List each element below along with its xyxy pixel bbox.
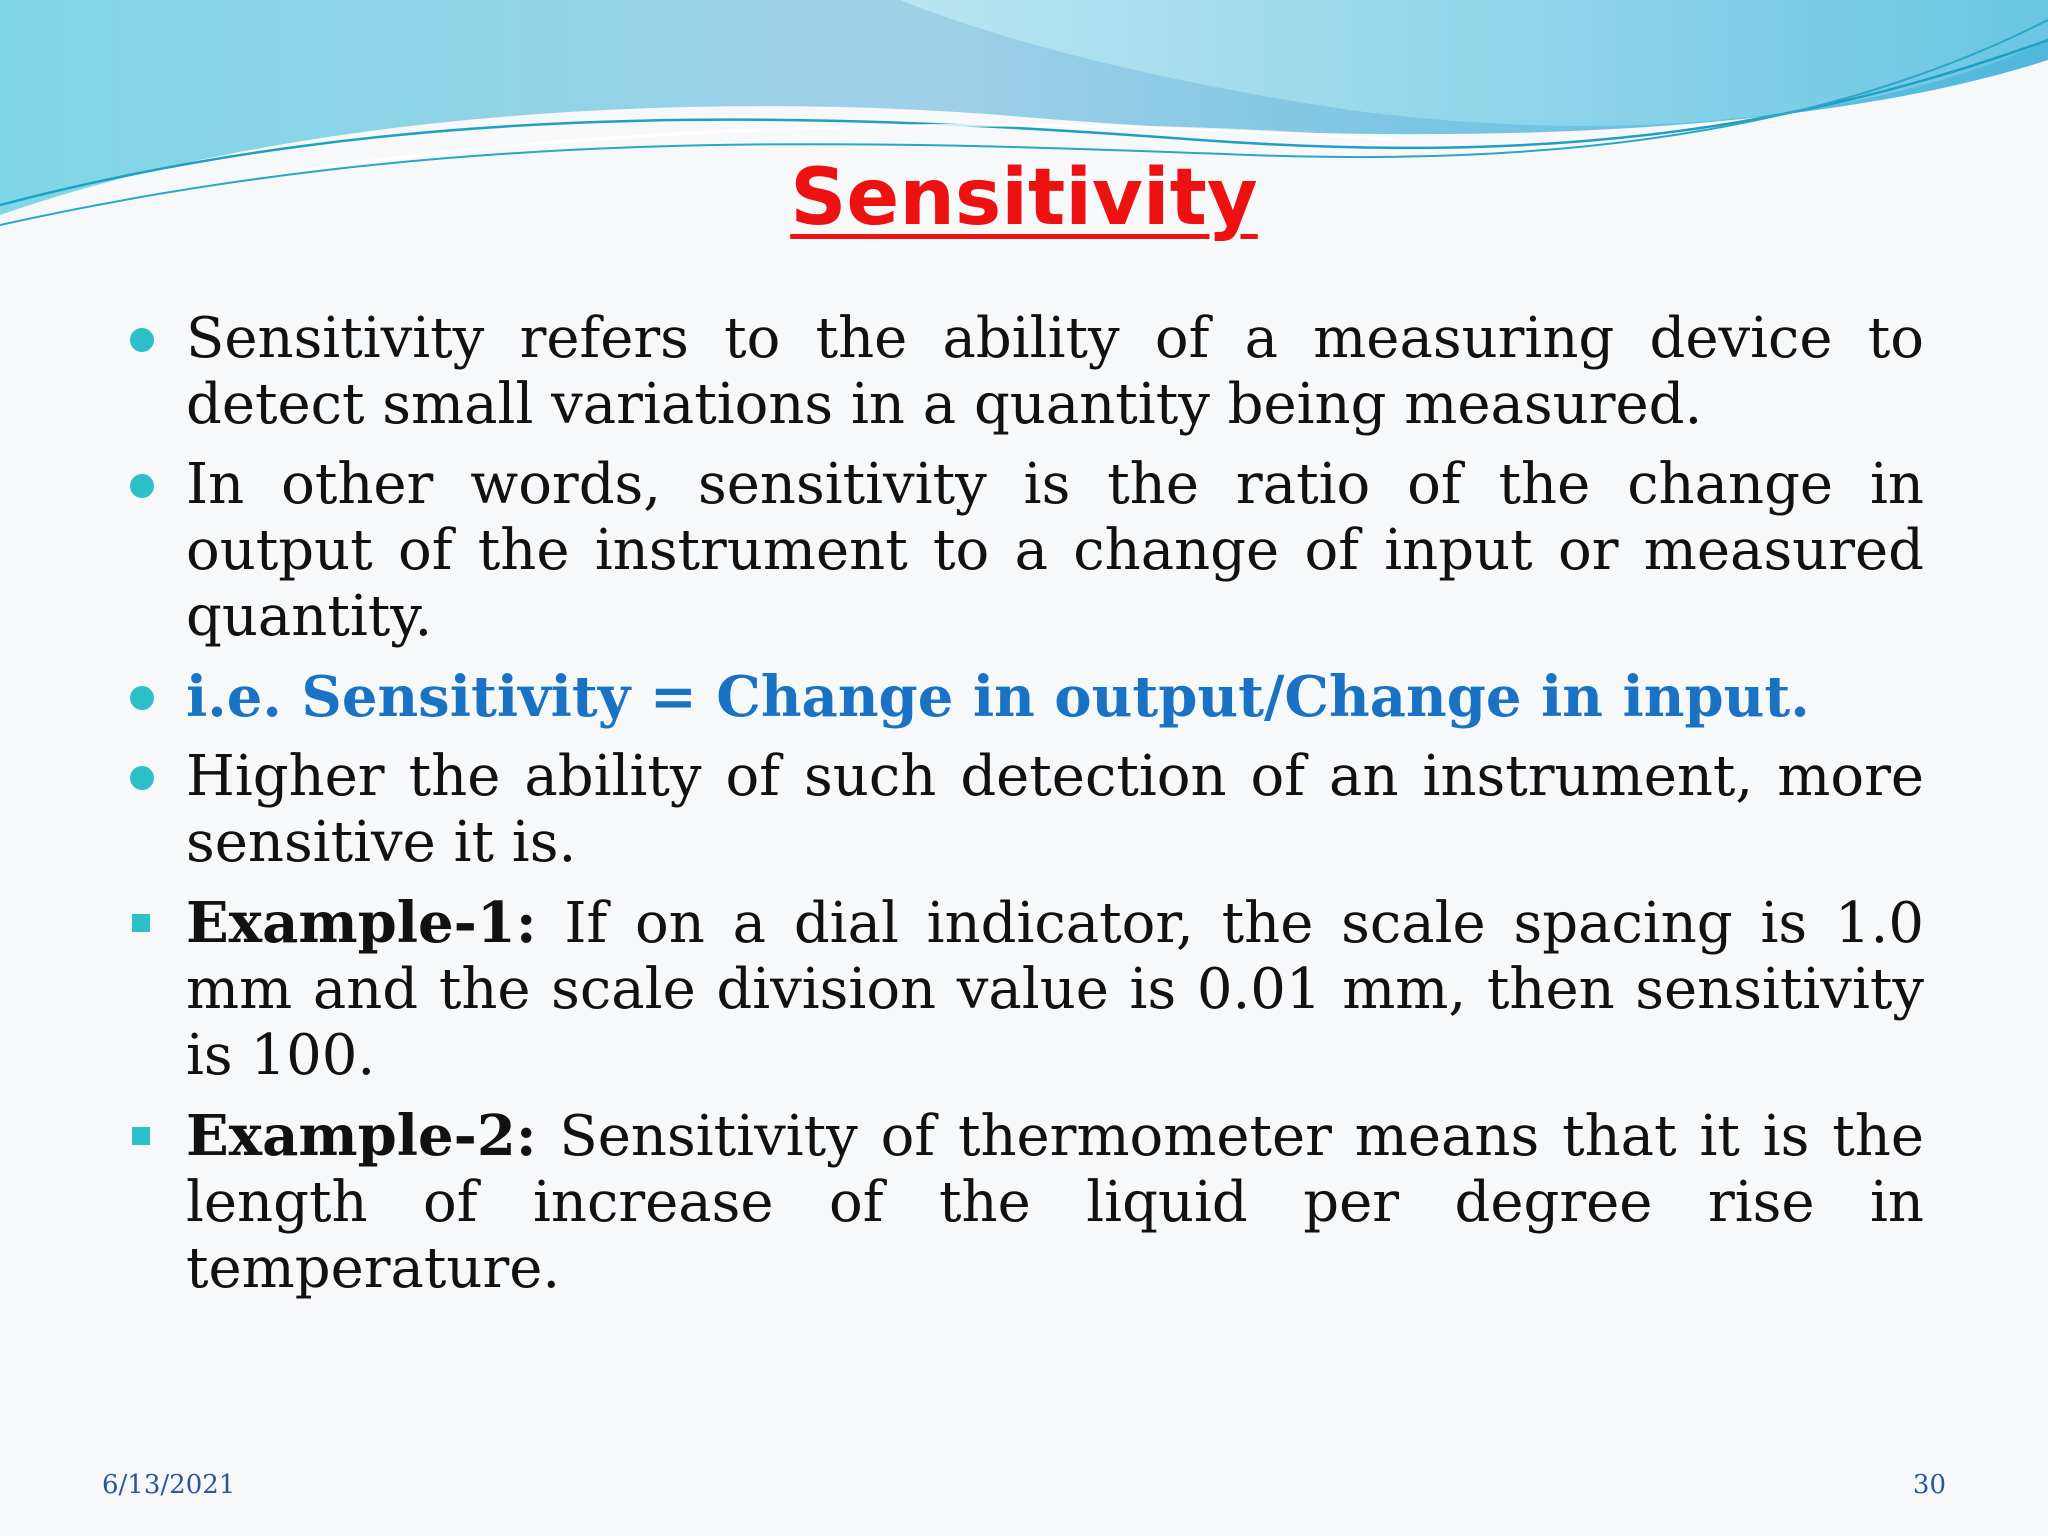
bullet-item-higher-ability bbox=[120, 744, 1924, 876]
square-bullet-icon bbox=[132, 1127, 150, 1145]
bullet-text: Sensitivity refers to the ability of a measuring device to detect small variations in a quantity being measured. bbox=[186, 306, 1924, 437]
example-label: Example-2: bbox=[186, 1103, 537, 1169]
bullet-item-definition bbox=[120, 306, 1924, 438]
bullet-item-example-2 bbox=[120, 1103, 1924, 1302]
example-label: Example-1: bbox=[186, 890, 537, 956]
bullet-text: Higher the ability of such detection of an instrument, more sensitive it is. bbox=[186, 744, 1924, 875]
bullet-text: In other words, sensitivity is the ratio of the change in output of the instrument to a change of input or measured quantity. bbox=[186, 452, 1924, 649]
example-text: If on a dial indicator, the scale spacing is 1.0 mm and the scale division value is 0.01 mm, then sensitivity is 100. bbox=[186, 891, 1924, 1088]
circle-bullet-icon bbox=[130, 766, 154, 790]
circle-bullet-icon bbox=[130, 474, 154, 498]
bullet-item-ratio bbox=[120, 452, 1924, 650]
formula-text: i.e. Sensitivity = Change in output/Change in input. bbox=[186, 664, 1810, 730]
footer-page-number: 30 bbox=[1912, 1470, 1946, 1500]
slide-title: Sensitivity bbox=[790, 153, 1258, 243]
square-bullet-icon bbox=[132, 914, 150, 932]
circle-bullet-icon bbox=[130, 328, 154, 352]
footer-date: 6/13/2021 bbox=[102, 1470, 236, 1500]
example-text: Sensitivity of thermometer means that it is the length of increase of the liquid per degree rise in temperature. bbox=[186, 1104, 1924, 1301]
bullet-list bbox=[120, 306, 1924, 1316]
circle-bullet-icon bbox=[130, 686, 154, 710]
bullet-item-formula bbox=[120, 664, 1924, 730]
bullet-item-example-1 bbox=[120, 890, 1924, 1089]
